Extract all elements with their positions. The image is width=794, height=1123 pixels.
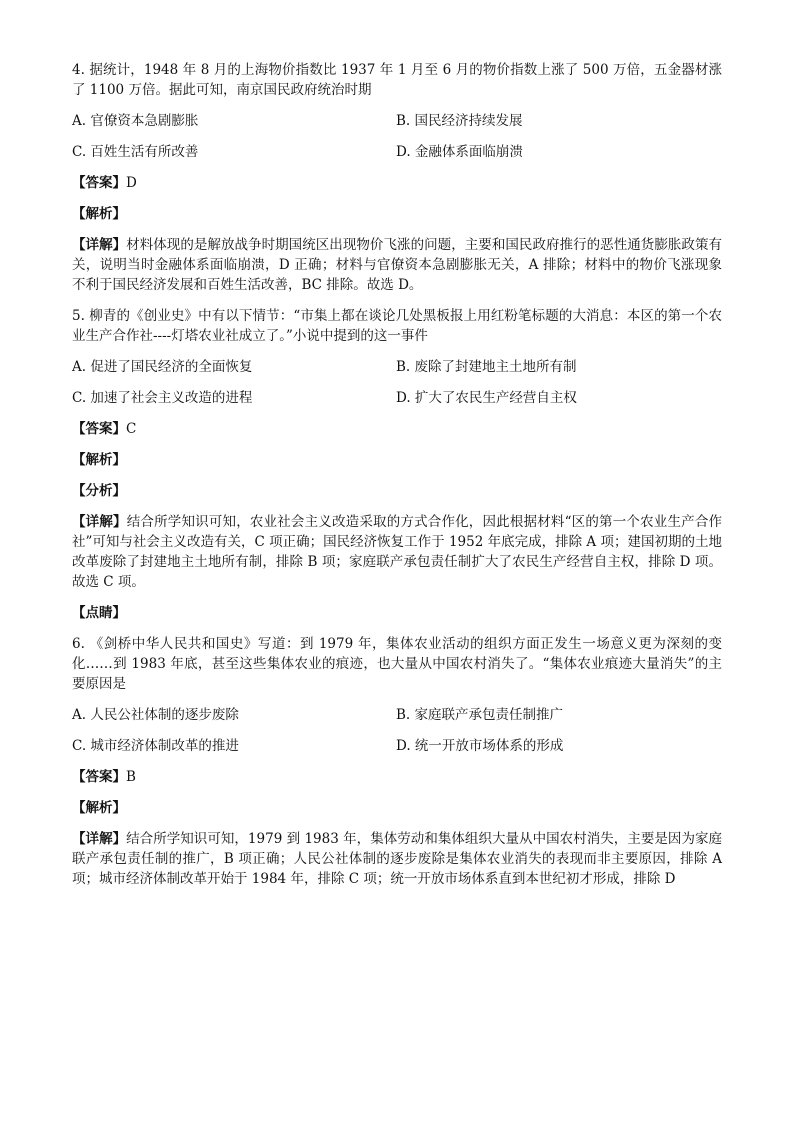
q6-detail <box>72 829 722 889</box>
q6-option-a: A. 人民公社体制的逐步废除 <box>72 707 239 723</box>
q5-detail-text: 结合所学知识可知，农业社会主义改造采取的方式合作化，因此根据材料“区的第一个农业生产合作社”可知与社会主义改造有关，C 项正确；国民经济恢复工作于 1952 年底完成，排除 A 项；建国初期的土地改革废除了封建地主土地所有制，排除 B 项；家庭联产承包责任制扩大了农民生产经营自主权，排除 D 项。故选 C 项。 <box>72 514 722 590</box>
q5-stem: 5. 柳青的《创业史》中有以下情节：“市集上都在谈论几处黑板报上用红粉笔标题的大消息：本区的第一个农业生产合作社----灯塔农业社成立了。”小说中提到的这一事件 <box>72 308 722 344</box>
q6-answer-value: B <box>126 769 136 785</box>
q6-option-b: B. 家庭联产承包责任制推广 <box>396 707 564 723</box>
q4-option-d: D. 金融体系面临崩溃 <box>396 144 523 160</box>
q6-options-row-2 <box>72 736 722 756</box>
q5-answer-value: C <box>126 421 137 437</box>
q5-detail-tag: 【详解】 <box>72 514 127 530</box>
q5-answer <box>72 419 722 439</box>
q6-answer-tag: 【答案】 <box>72 769 126 785</box>
q6-option-d: D. 统一开放市场体系的形成 <box>396 738 564 754</box>
q4-detail <box>72 235 722 295</box>
q6-answer <box>72 767 722 787</box>
q6-stem: 6. 《剑桥中华人民共和国史》写道：到 1979 年，集体农业活动的组织方面正发生一场意义更为深刻的变化……到 1983 年底，甚至这些集体农业的痕迹，也大量从中国农村消失了。“集体农业痕迹大量消失”的主要原因是 <box>72 636 722 692</box>
q4-answer <box>72 173 722 193</box>
q4-options-row-1 <box>72 111 722 131</box>
q6-detail-text: 结合所学知识可知，1979 到 1983 年，集体劳动和集体组织大量从中国农村消失，主要是因为家庭联产承包责任制的推广，B 项正确；人民公社体制的逐步废除是集体农业消失的表现而非主要原因，排除 A 项；城市经济体制改革开始于 1984 年，排除 C 项；统一开放市场体系直到本世纪初才形成，排除 D <box>72 831 723 887</box>
q5-fenxi-tag: 【分析】 <box>72 483 126 499</box>
q6-analysis-tag: 【解析】 <box>72 800 126 816</box>
q5-option-c: C. 加速了社会主义改造的进程 <box>72 390 253 406</box>
q4-option-b: B. 国民经济持续发展 <box>396 113 523 129</box>
q4-options-row-2 <box>72 142 722 162</box>
q5-option-b: B. 废除了封建地主土地所有制 <box>396 359 577 375</box>
q5-analysis-tag: 【解析】 <box>72 452 126 468</box>
q6-detail-tag: 【详解】 <box>72 831 127 847</box>
q5-answer-tag: 【答案】 <box>72 421 126 437</box>
q4-detail-text: 材料体现的是解放战争时期国统区出现物价飞涨的问题，主要和国民政府推行的恶性通货膨胀政策有关，说明当时金融体系面临崩溃，D 正确；材料与官僚资本急剧膨胀无关，A 排除；材料中的物价飞涨现象不利于国民经济发展和百姓生活改善，BC 排除。故选 D。 <box>72 237 723 293</box>
q5-dianjing-tag: 【点睛】 <box>72 605 126 621</box>
q4-option-c: C. 百姓生活有所改善 <box>72 144 199 160</box>
q4-analysis-tag: 【解析】 <box>72 206 126 222</box>
q4-stem: 4. 据统计，1948 年 8 月的上海物价指数比 1937 年 1 月至 6 月的物价指数上涨了 500 万倍，五金器材涨了 1100 万倍。据此可知，南京国民政府统治时期 <box>72 62 722 98</box>
q6-option-c: C. 城市经济体制改革的推进 <box>72 738 239 754</box>
q4-option-a: A. 官僚资本急剧膨胀 <box>72 113 199 129</box>
q6-options-row-1 <box>72 705 722 725</box>
document-page <box>72 60 722 900</box>
q5-option-d: D. 扩大了农民生产经营自主权 <box>396 390 577 406</box>
q5-detail <box>72 512 722 592</box>
q4-detail-tag: 【详解】 <box>72 237 127 253</box>
q5-options-row-2 <box>72 388 722 408</box>
q4-answer-value: D <box>126 175 137 191</box>
q5-option-a: A. 促进了国民经济的全面恢复 <box>72 359 253 375</box>
q4-answer-tag: 【答案】 <box>72 175 126 191</box>
q5-options-row-1 <box>72 357 722 377</box>
